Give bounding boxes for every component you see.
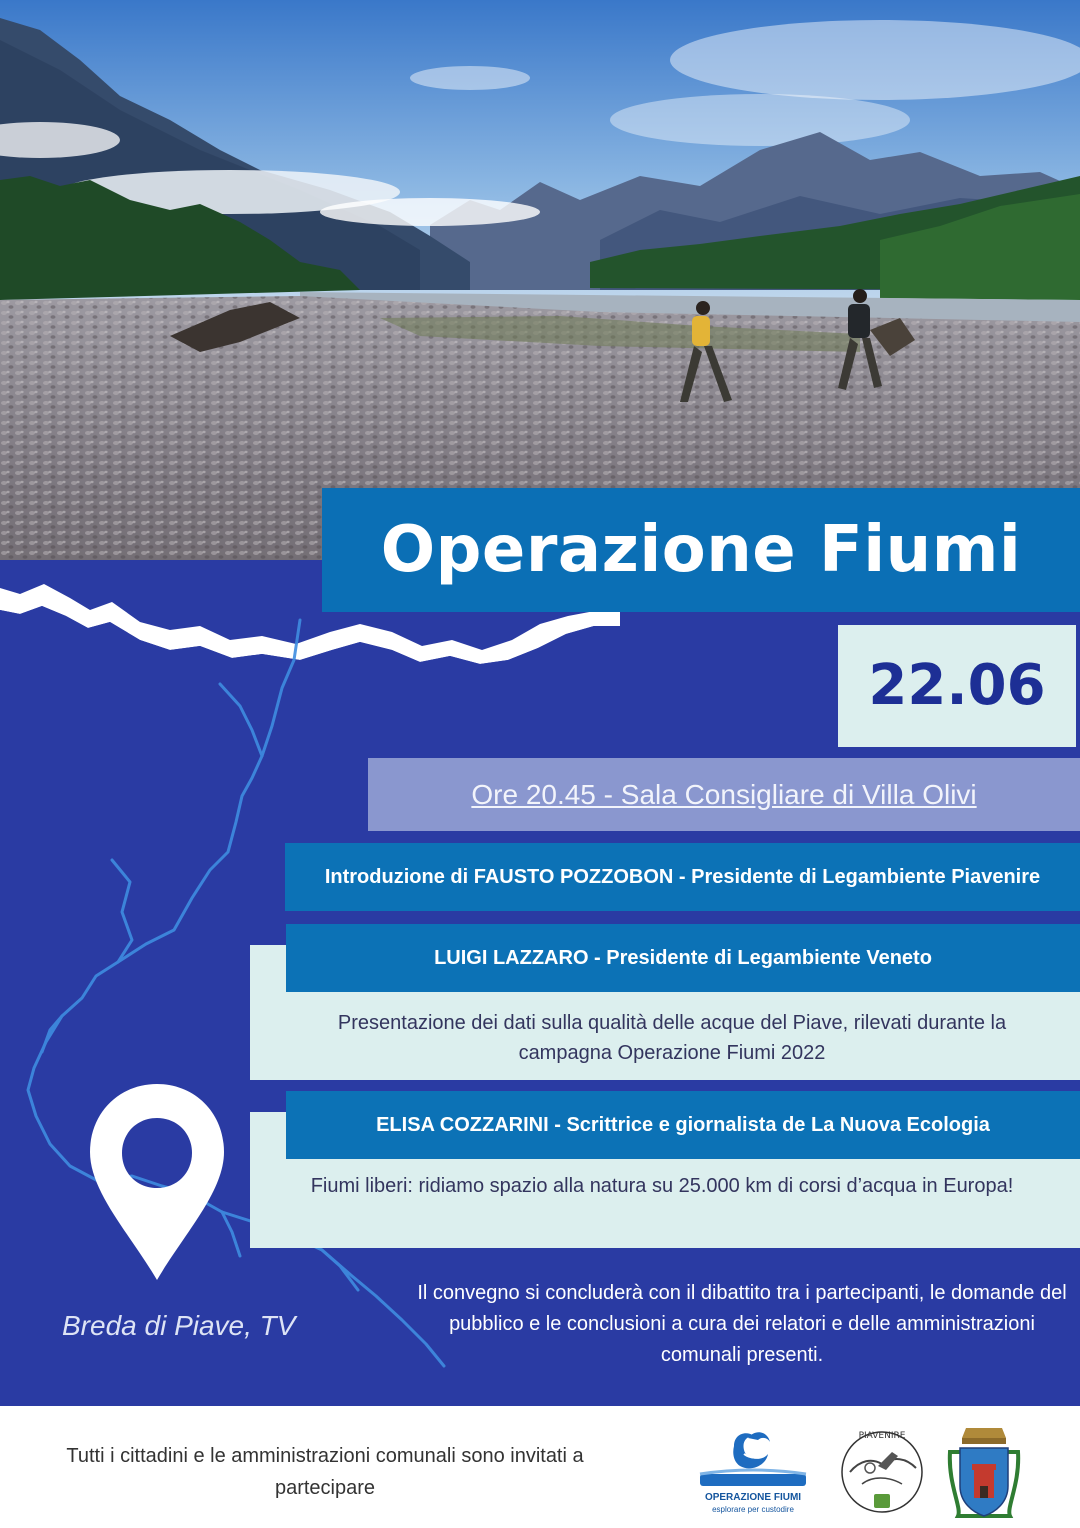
speaker-2-description: Presentazione dei dati sulla qualità delle acque del Piave, rilevati durante la campagna Operazione Fiumi 2022 <box>337 1012 1007 1064</box>
time-place-bar <box>368 758 1080 831</box>
operazione-fiumi-logo <box>696 1426 810 1522</box>
location-text: Breda di Piave, TV <box>62 1310 296 1341</box>
invitation-text: Tutti i cittadini e le amministrazioni comunali sono invitati a partecipare <box>66 1445 584 1499</box>
speaker-1-text: Introduzione di FAUSTO POZZOBON - Presidente di Legambiente Piavenire <box>324 866 1041 888</box>
event-date: 22.06 <box>868 653 1046 718</box>
operazione-fiumi-logo-tagline: esplorare per custodire <box>712 1505 794 1514</box>
operazione-fiumi-logo-name: OPERAZIONE FIUMI <box>704 1492 802 1503</box>
speaker-bar-2 <box>286 924 1080 992</box>
date-box <box>838 625 1076 747</box>
svg-text:PIAVENIRE: PIAVENIRE <box>858 1431 906 1441</box>
piavenire-logo <box>832 1422 932 1522</box>
speaker-3-text: ELISA COZZARINI - Scrittrice e giornalista de La Nuova Ecologia <box>376 1114 990 1136</box>
footer <box>0 1406 1080 1528</box>
closing-remarks: Il convegno si concluderà con il dibattito tra i partecipanti, le domande del pubblico e le conclusioni a cura dei relatori e delle amministrazioni comunali presenti. <box>417 1282 1067 1366</box>
municipal-crest-icon <box>944 1424 1024 1524</box>
speaker-bar-3 <box>286 1091 1080 1159</box>
piavenire-legambiente-logo-icon <box>832 1422 932 1522</box>
location-pin-icon <box>86 1082 228 1282</box>
speaker-3-description: Fiumi liberi: ridiamo spazio alla natura su 25.000 km di corsi d’acqua in Europa! <box>310 1175 1014 1197</box>
event-time-place: Ore 20.45 - Sala Consigliare di Villa Olivi <box>471 779 977 810</box>
speaker-bar-1 <box>285 843 1080 911</box>
swan-logo-icon <box>696 1426 810 1492</box>
municipal-crest-logo <box>944 1424 1024 1524</box>
title-banner <box>322 488 1080 612</box>
event-title: Operazione Fiumi <box>380 513 1022 587</box>
speaker-2-text: LUIGI LAZZARO - Presidente di Legambiente Veneto <box>434 947 932 969</box>
